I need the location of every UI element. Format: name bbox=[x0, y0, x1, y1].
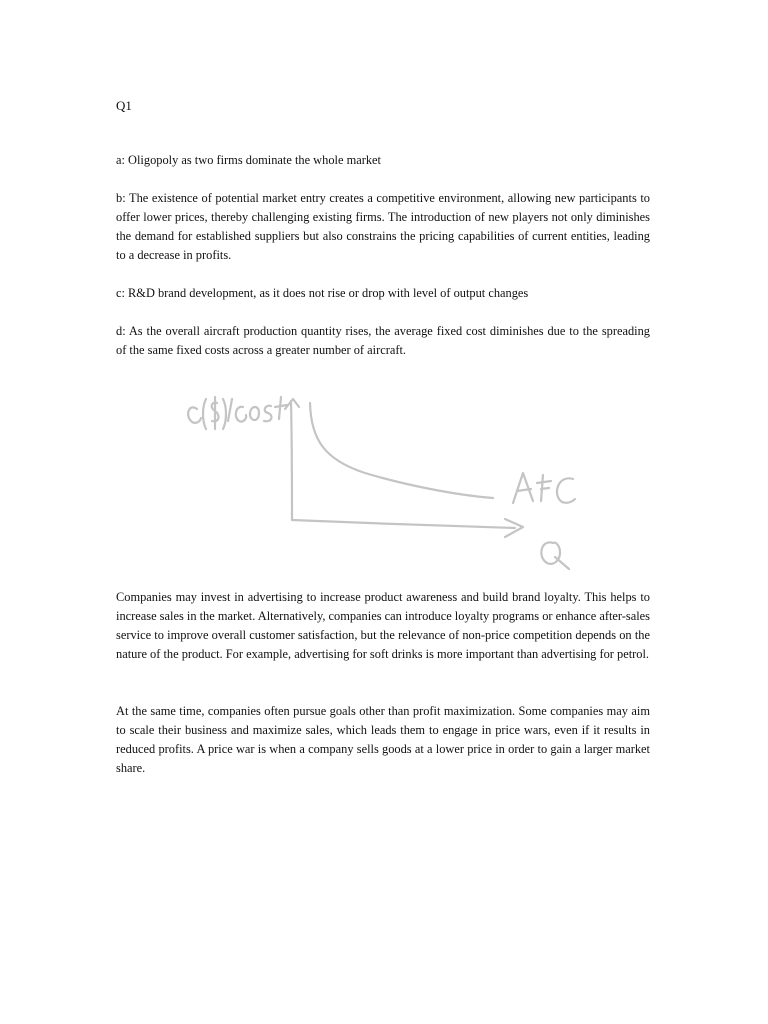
x-axis-label bbox=[541, 542, 569, 569]
afc-curve-label bbox=[513, 473, 575, 503]
answer-a: a: Oligopoly as two firms dominate the whole market bbox=[116, 153, 381, 167]
paragraph-other-goals: At the same time, companies often pursue goals other than profit maximization. Some companies may aim to scale their business and maximize sales, which leads them to engage in price wars, even if it results in reduced profits. A price war is when a company sells goods at a lower price in order to gain a larger market share. bbox=[116, 704, 650, 775]
afc-sketch-svg bbox=[175, 385, 595, 575]
handwritten-afc-sketch bbox=[175, 385, 595, 575]
afc-curve bbox=[310, 403, 493, 498]
paragraph-non-price-competition: Companies may invest in advertising to increase product awareness and build brand loyalty. This helps to increase sales in the market. Alternatively, companies can introduce loyalty programs or enhance after-sales service to improve overall customer satisfaction, but the relevance of non-price competition depends on the nature of the product. For example, advertising for soft drinks is more important than advertising for petrol. bbox=[116, 590, 650, 661]
answer-b: b: The existence of potential market entry creates a competitive environment, allowing new participants to offer lower prices, thereby challenging existing firms. The introduction of new players not only diminishes the demand for established suppliers but also constrains the pricing capabilities of current entities, leading to a decrease in profits. bbox=[116, 191, 650, 262]
answer-c: c: R&D brand development, as it does not rise or drop with level of output changes bbox=[116, 286, 529, 300]
question-heading: Q1 bbox=[116, 98, 132, 113]
x-axis-line bbox=[292, 520, 515, 528]
answer-d: d: As the overall aircraft production quantity rises, the average fixed cost diminishes due to the spreading of the same fixed costs across a greater number of aircraft. bbox=[116, 324, 650, 357]
y-axis-line bbox=[291, 401, 292, 520]
y-axis-label bbox=[188, 397, 287, 429]
